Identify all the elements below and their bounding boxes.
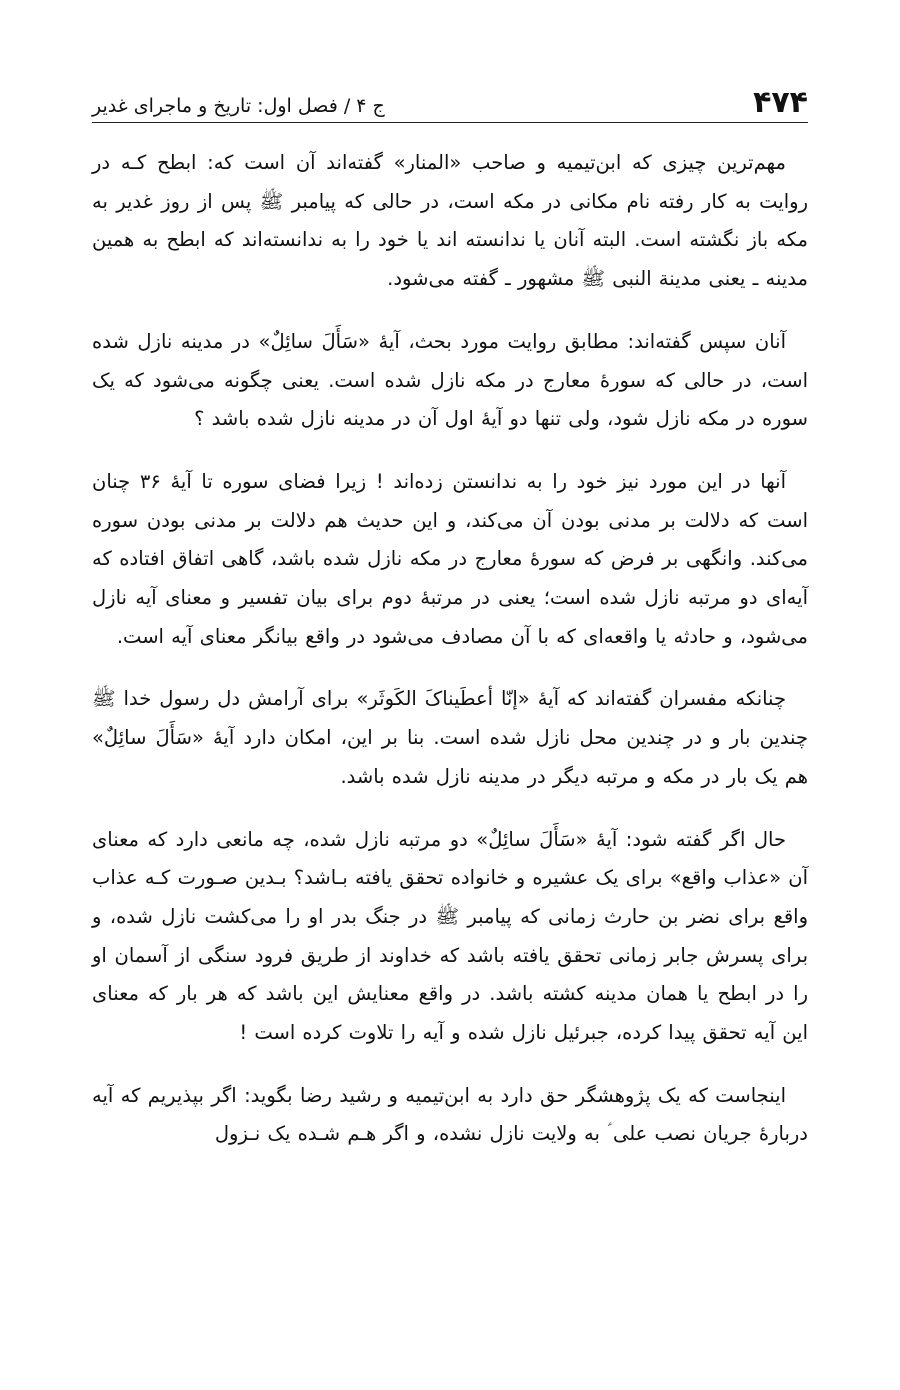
page-number: ۴۷۴ (753, 85, 808, 120)
paragraph: اینجاست که یک پژوهشگر حق دارد به ابن‌تیمیه و رشید رضا بگوید: اگر بپذیریم که آیه دربارهٔ جریان نصب علی ؑ به ولایت نازل نشده، و اگر هـم شـده یک نـزول (92, 1083, 808, 1146)
running-title: ج ۴ / فصل اول: تاریخ و ماجرای غدیر (92, 95, 385, 118)
paragraph: آنها در این مورد نیز خود را به ندانستن زده‌اند ! زیرا فضای سوره تا آیهٔ ۳۶ چنان است که دلالت بر مدنی بودن آن می‌کند، و این حدیث هم دلالت بر مدنی بودن سوره می‌کند. وانگهی بر فرض که سورهٔ معارج در مکه نازل شده باشد، گاهی اتفاق افتاده که آیه‌ای دو مرتبه نازل شده است؛ یعنی در مرتبهٔ دوم برای بیان تفسیر و معنای آیه نازل می‌شود، و حادثه یا واقعه‌ای که با آن مصادف می‌شود در واقع بیانگر معنای آیه است. (92, 469, 808, 648)
page-header (92, 66, 808, 123)
paragraph: مهم‌ترین چیزی که ابن‌تیمیه و صاحب «المنار» گفته‌اند آن است که: ابطح کـه در روایت به کار رفته نام مکانی در مکه است، در حالی که پیامبر ﷺ پس از روز غدیر به مکه باز نگشته است. البته آنان یا ندانسته اند یا خود را به ندانسته‌اند که ابطح به همین مدینه ـ یعنی مدینة النبی ﷺ مشهور ـ گفته می‌شود. (92, 151, 808, 291)
paragraph: چنانکه مفسران گفته‌اند که آیهٔ «إنّا أعطَیناکَ الکَوثَر» برای آرامش دل رسول خدا ﷺ چندین بار و در چندین محل نازل شده است. بنا بر این، امکان دارد آیهٔ «سَأَلَ سائِلٌ» هم یک بار در مکه و مرتبه دیگر در مدینه نازل شده باشد. (92, 687, 808, 788)
paragraph: حال اگر گفته شود: آیهٔ «سَأَلَ سائِلٌ» دو مرتبه نازل شده، چه مانعی دارد که معنای آن «عذاب واقع» برای یک عشیره و خانواده تحقق یافته بـاشد؟ بـدین صـورت کـه عذاب واقع برای نضر بن حارث زمانی که پیامبر ﷺ در جنگ بدر او را می‌کشت نازل شده، و برای پسرش جابر زمانی تحقق یافته باشد که خداوند از طریق فرود سنگی از آسمان او را در ابطح یا همان مدینه کشته باشد. در واقع معنایش این باشد که هر بار که معنای این آیه تحقق پیدا کرده، جبرئیل نازل شده و آیه را تلاوت کرده است ! (92, 827, 808, 1045)
body-text (92, 144, 808, 1154)
paragraph: آنان سپس گفته‌اند: مطابق روایت مورد بحث، آیهٔ «سَأَلَ سائِلٌ» در مدینه نازل شده است، در حالی که سورهٔ معارج در مکه نازل شده است. یعنی چگونه می‌شود که یک سوره در مکه نازل شود، ولی تنها دو آیهٔ اول آن در مدینه نازل شده باشد ؟ (92, 329, 808, 431)
